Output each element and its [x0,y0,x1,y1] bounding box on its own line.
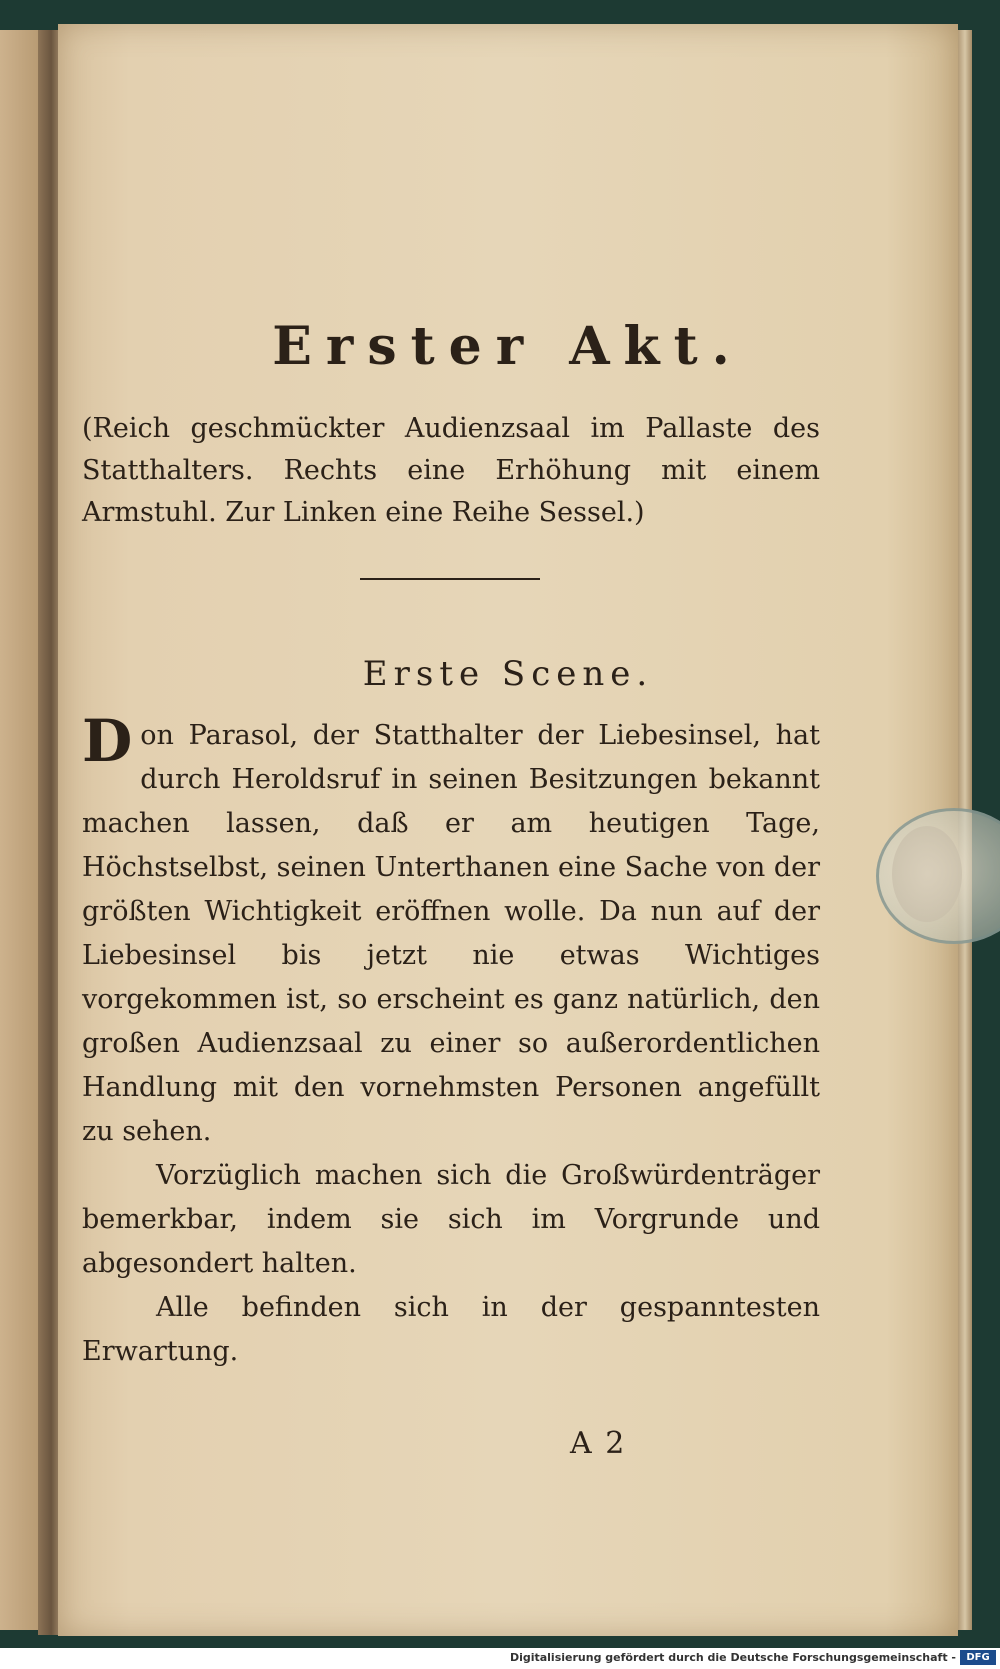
act-title: Erster Akt. [272,316,744,377]
magnifier-lens [892,826,962,922]
book-spine [38,30,60,1635]
drop-cap: D [82,707,133,775]
section-divider [360,578,540,580]
footer-bar [0,1648,1000,1669]
paragraph-2: Vorzüglich machen sich die Großwürdenträger bemerkbar, indem sie sich im Vorgrunde und abgesondert halten. [82,1160,820,1279]
paragraph-1 [82,707,820,1154]
signature-mark: A 2 [570,1426,627,1461]
paragraph-1-text: on Parasol, der Statthalter der Liebesinsel, hat durch Heroldsruf in seinen Besitzungen bekannt machen lassen, daß er am heutigen Tage, Höchstselbst, seinen Unterthanen eine Sache von der größten Wichtigkeit eröffnen wolle. Da nun auf der Liebesinsel bis jetzt nie etwas Wichtiges vorgekommen ist, so erscheint es ganz natürlich, den großen Audienzsaal zu einer so außerordentlichen Handlung mit den vornehmsten Personen angefüllt zu sehen. [82,720,820,1147]
footer-credit: Digitalisierung gefördert durch die Deutsche Forschungsgemeinschaft - [509,1651,956,1664]
stage-direction: (Reich geschmückter Audienzsaal im Pallaste des Statthalters. Rechts eine Erhöhung mit einem Armstuhl. Zur Linken eine Reihe Sessel.) [82,413,820,528]
paragraph-3: Alle befinden sich in der gespanntesten Erwartung. [82,1292,820,1367]
scene-title: Erste Scene. [362,654,654,694]
body-text [82,707,820,1374]
dfg-logo: DFG [960,1650,996,1665]
